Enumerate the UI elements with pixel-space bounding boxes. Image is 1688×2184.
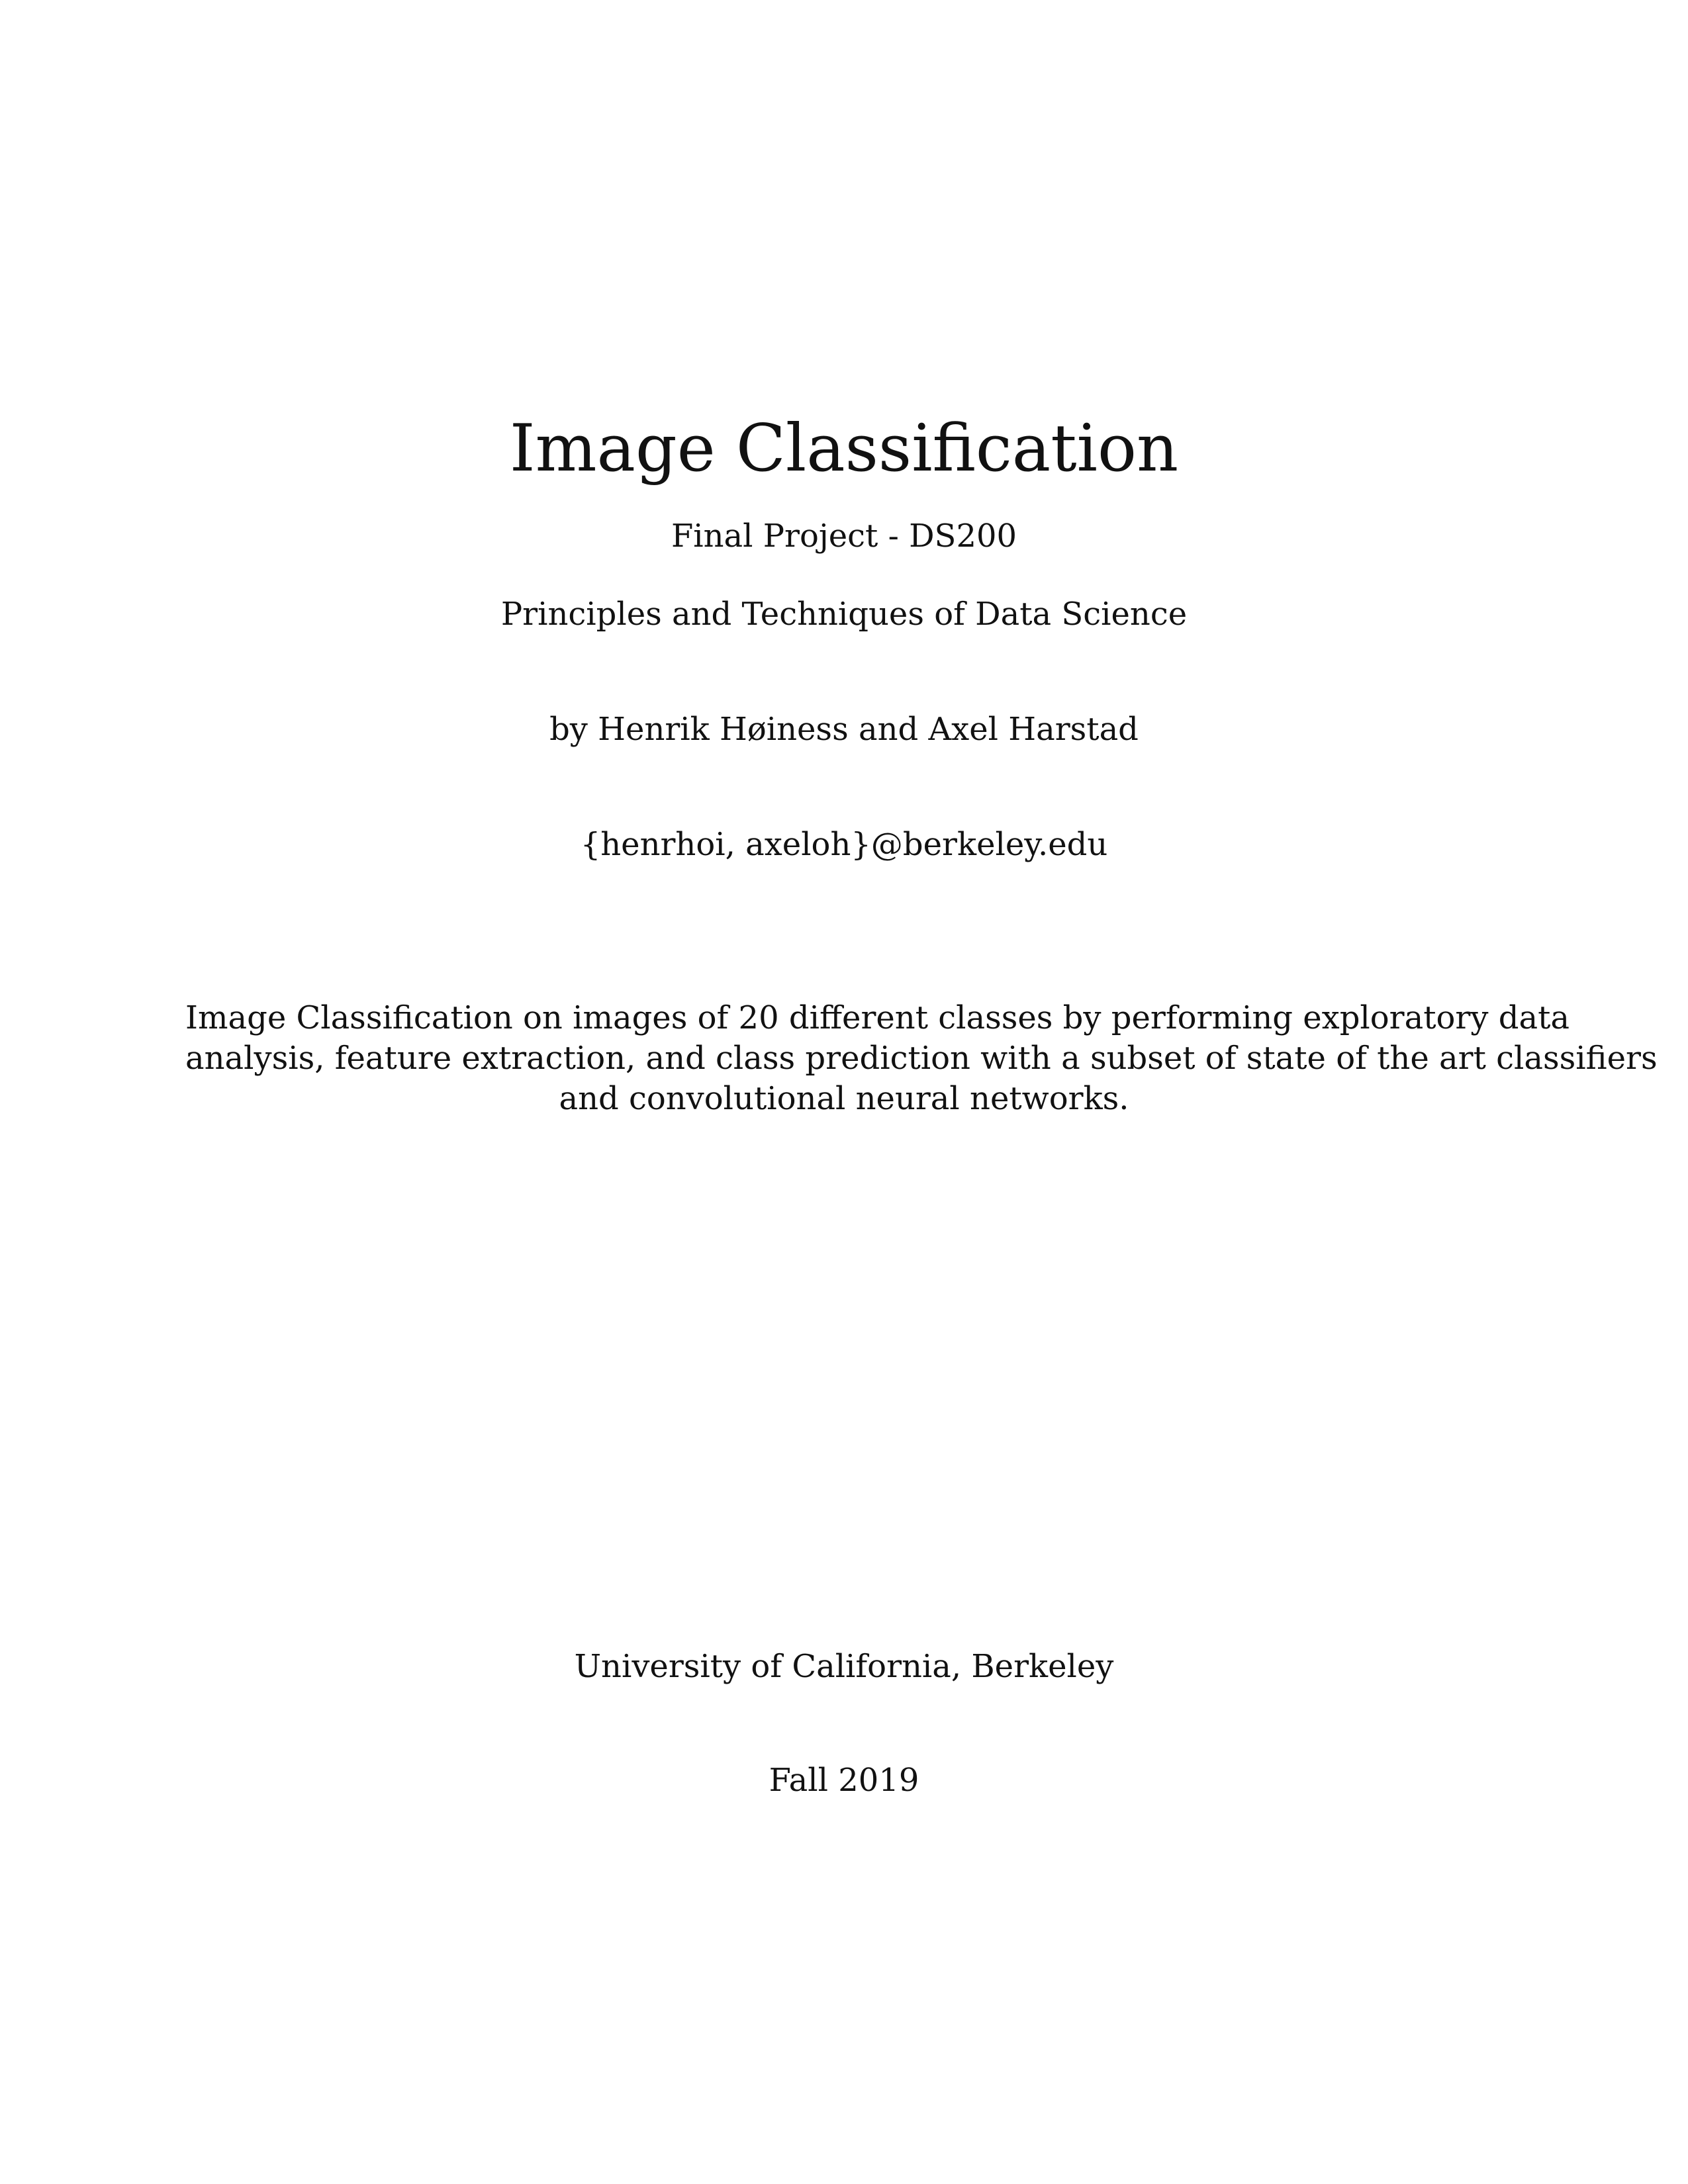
term-date: Fall 2019 — [769, 1762, 919, 1799]
course-name: Principles and Techniques of Data Science — [500, 596, 1188, 633]
author-line: by Henrik Høiness and Axel Harstad — [549, 711, 1139, 748]
abstract-line: Image Classification on images of 20 different classes by performing exploratory data — [185, 999, 1570, 1036]
abstract — [185, 998, 1658, 1119]
document-title: Image Classification — [509, 411, 1179, 486]
abstract-line: and convolutional neural networks. — [559, 1080, 1129, 1117]
author-emails: {henrhoi, axeloh}@berkeley.edu — [580, 826, 1108, 863]
abstract-line: analysis, feature extraction, and class prediction with a subset of state of the art classifiers — [185, 1040, 1658, 1077]
project-subtitle: Final Project - DS200 — [671, 518, 1017, 555]
institution: University of California, Berkeley — [574, 1648, 1114, 1685]
